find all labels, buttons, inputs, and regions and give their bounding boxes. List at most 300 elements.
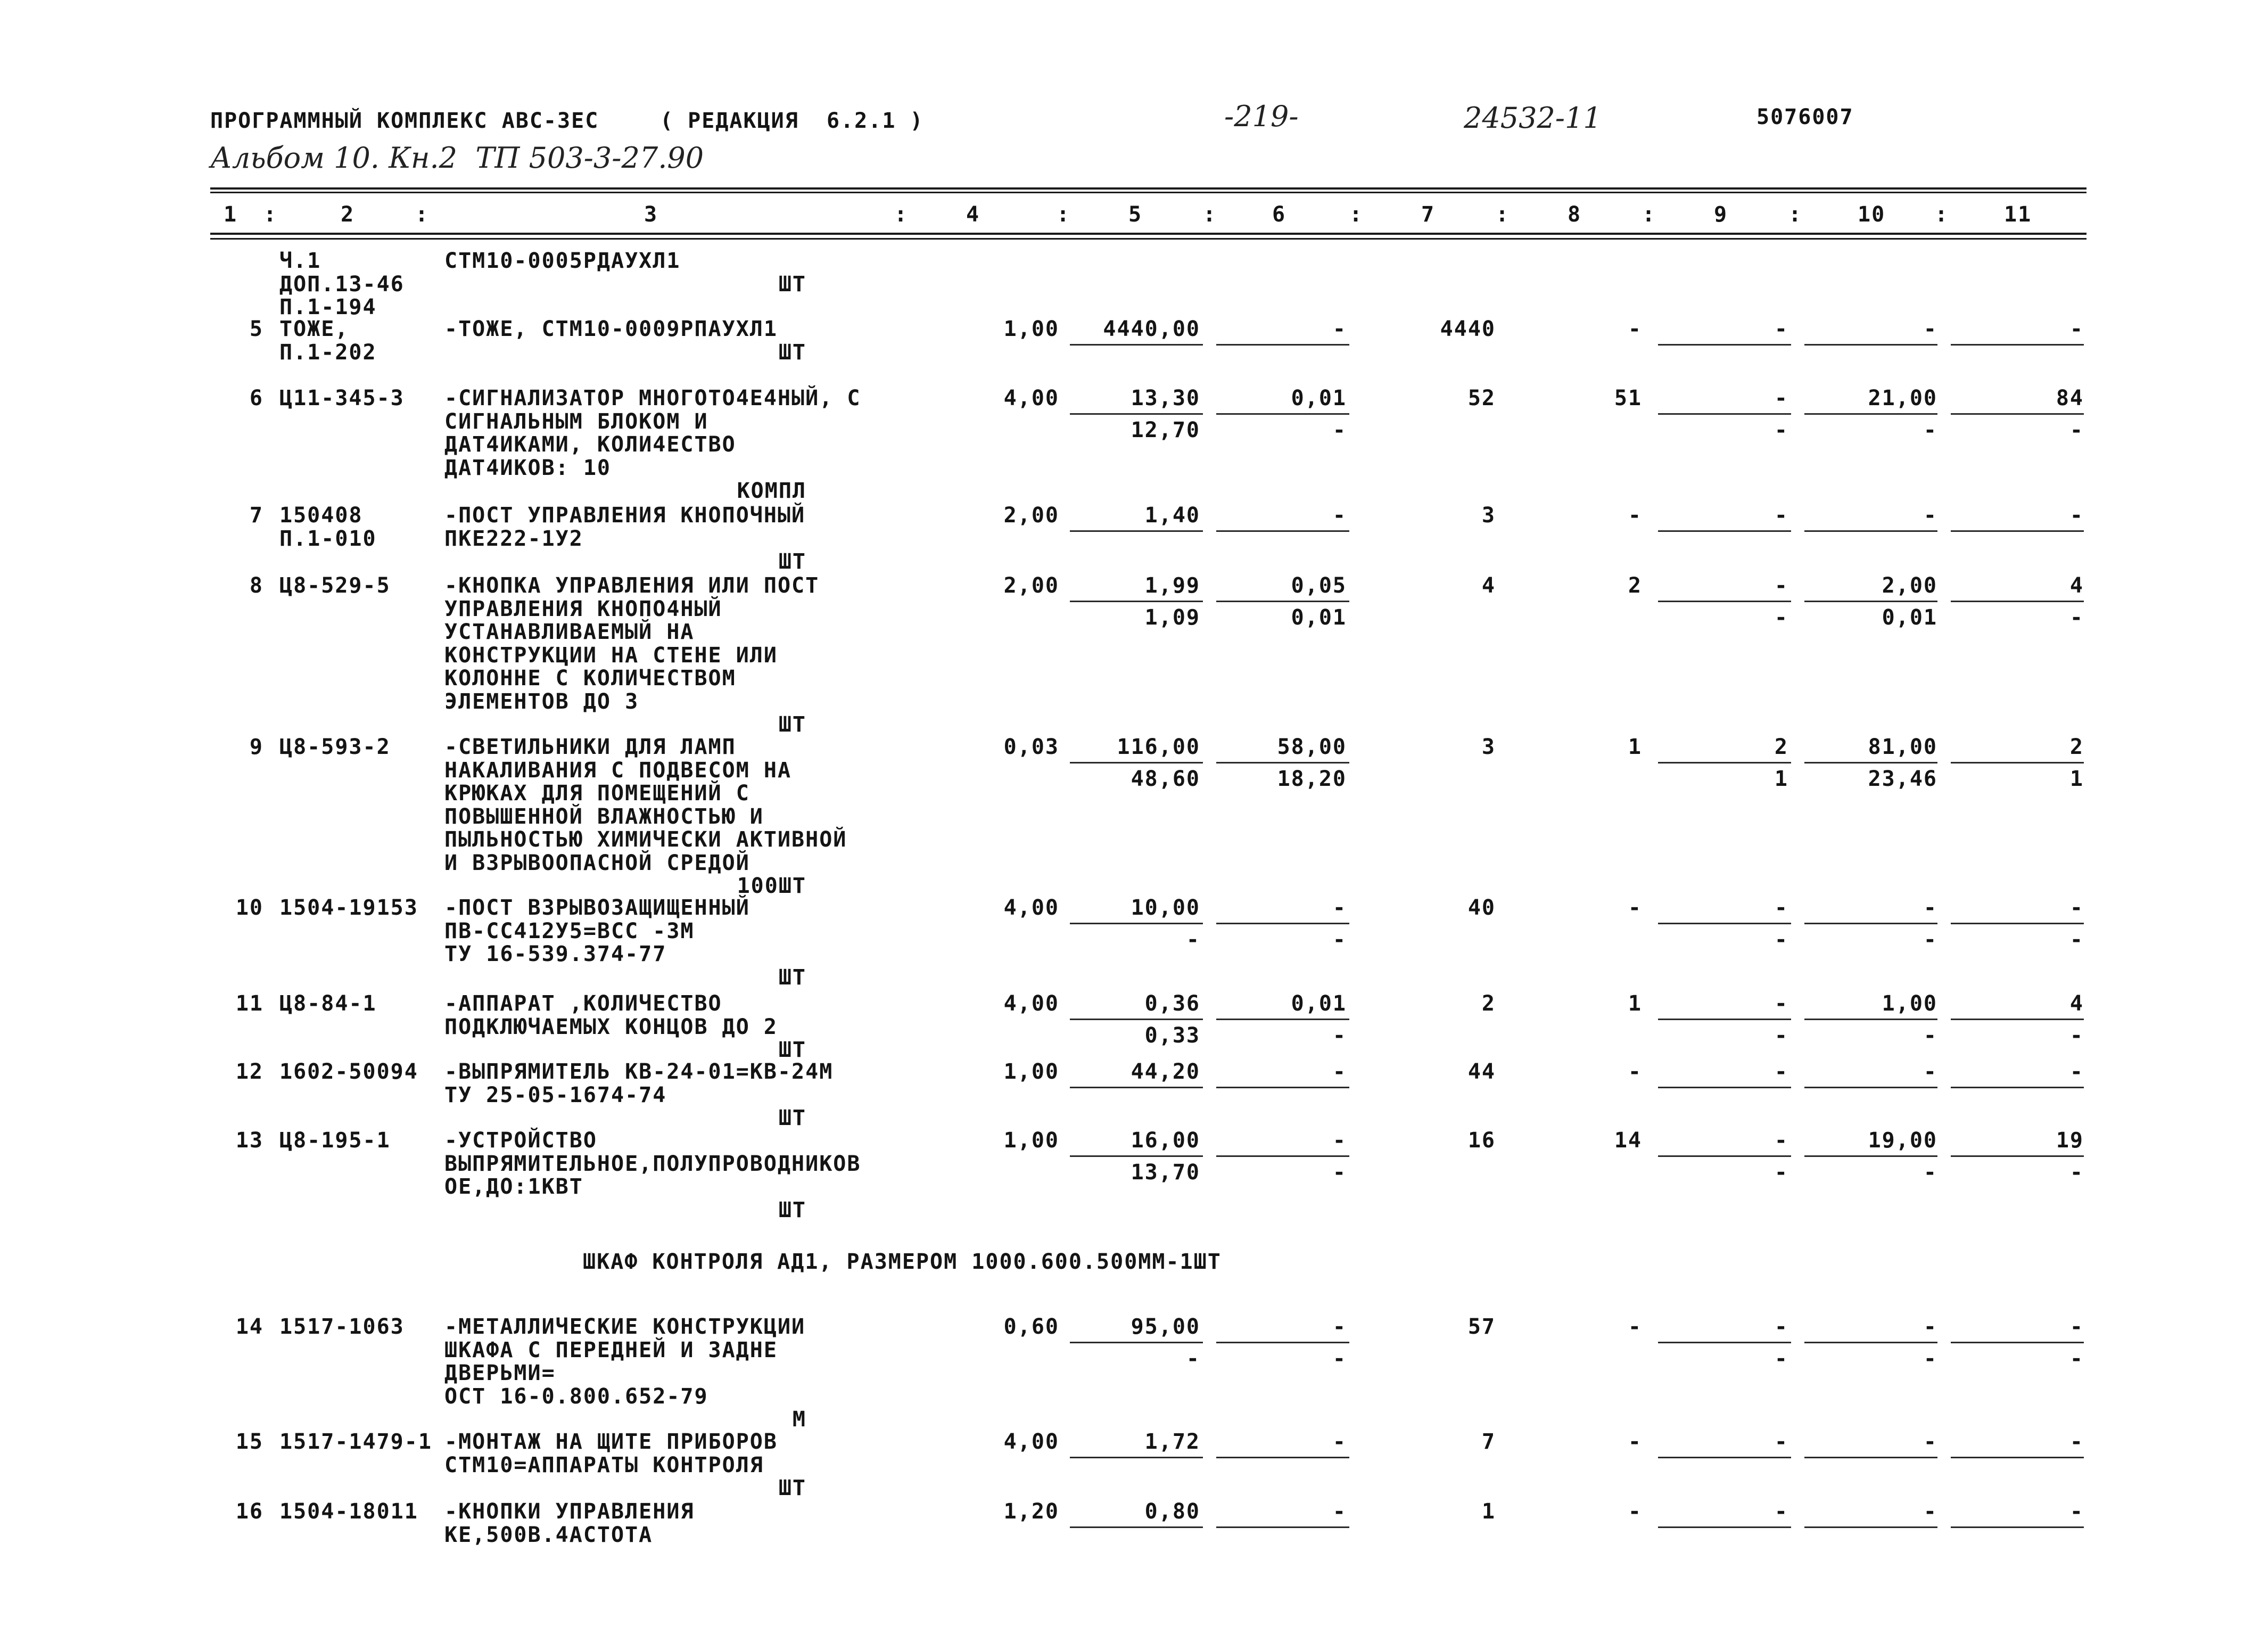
cell-c7: 3 [1481,735,1496,759]
fraction-line [1070,1087,1203,1088]
cell-c4: 4,00 [1003,896,1059,920]
cell-c9: - [1774,896,1788,920]
cell-c8: 14 [1614,1128,1642,1153]
row-name: ШКАФА С ПЕРЕДНЕЙ И ЗАДНЕ [444,1337,778,1362]
fraction-line [1804,601,1937,602]
row-unit: ШТ [778,1106,806,1130]
row-number: 10 [235,896,263,920]
col-separator: : [1496,202,1510,227]
col-header-8: 8 [1568,202,1582,227]
row-name: КОЛОННЕ С КОЛИЧЕСТВОМ [444,666,736,691]
row-code: Ц8-84-1 [279,991,377,1016]
cell-c9-second: - [1774,1347,1788,1371]
cell-c5: 95,00 [1131,1315,1200,1339]
fraction-line [1658,1155,1791,1157]
row-unit: ШТ [778,1476,806,1500]
cell-c6-second: - [1332,1160,1347,1185]
fraction-line [1951,762,2084,763]
fraction-line [1216,344,1349,346]
fraction-line [1070,923,1203,924]
cell-c7: 4440 [1440,317,1496,341]
cell-c7: 3 [1481,503,1496,528]
cell-c4: 0,60 [1003,1315,1059,1339]
row-name: ТУ 16-539.374-77 [444,942,667,966]
col-separator: : [1788,202,1803,227]
cell-c8: - [1628,1499,1642,1524]
cell-c7: 57 [1467,1315,1496,1339]
cell-c5: 44,20 [1131,1060,1200,1084]
edition-label: ( РЕДАКЦИЯ 6.2.1 ) [660,109,924,133]
cell-c9-second: - [1774,1023,1788,1048]
row-unit: ШТ [778,340,806,365]
cell-c5: 116,00 [1117,735,1200,759]
cell-c4: 0,03 [1003,735,1059,759]
fraction-line [1951,413,2084,415]
row-name: КРЮКАХ ДЛЯ ПОМЕЩЕНИЙ С [444,781,750,806]
cell-c7: 40 [1467,896,1496,920]
row-name: -КНОПКА УПРАВЛЕНИЯ ИЛИ ПОСТ [444,573,820,598]
row-code: 150408 [279,503,363,528]
col-separator: : [894,202,909,227]
cell-c10-second: 23,46 [1868,767,1937,791]
cell-c9: 2 [1774,735,1788,759]
col-header-3: 3 [644,202,658,227]
fraction-line [1216,1019,1349,1020]
col-header-9: 9 [1714,202,1728,227]
row-code: Ц11-345-3 [279,386,405,410]
cell-c6: - [1332,1430,1347,1454]
fraction-line [1951,344,2084,346]
fraction-line [1804,1526,1937,1528]
cell-c11: 4 [2069,573,2084,598]
table-top-rule [210,187,2086,190]
cell-c6: - [1332,317,1347,341]
cell-c9: - [1774,1060,1788,1084]
cell-c4: 2,00 [1003,573,1059,598]
fraction-line [1216,1457,1349,1458]
row-name: СИГНАЛЬНЫМ БЛОКОМ И [444,409,708,434]
fraction-line [1804,1457,1937,1458]
fraction-line [1216,1155,1349,1157]
cell-c11: 2 [2069,735,2084,759]
cell-c5: 13,30 [1131,386,1200,410]
row-number: 5 [249,317,263,341]
cell-c4: 2,00 [1003,503,1059,528]
cell-c10: 81,00 [1868,735,1937,759]
cell-c4: 1,20 [1003,1499,1059,1524]
cell-c5-second: 13,70 [1131,1160,1200,1185]
col-separator: : [1349,202,1364,227]
row-unit: ШТ [778,549,806,574]
col-header-11: 11 [2004,202,2032,227]
col-separator: : [1057,202,1071,227]
cell-c9: - [1774,317,1788,341]
cell-c5: 0,36 [1144,991,1200,1016]
fraction-line [1804,1342,1937,1343]
fraction-line [1216,923,1349,924]
fraction-line [1070,344,1203,346]
row-name: УСТАНАВЛИВАЕМЫЙ НА [444,620,695,644]
row-name: ПЫЛЬНОСТЬЮ ХИМИЧЕСКИ АКТИВНОЙ [444,827,847,852]
fraction-line [1658,1019,1791,1020]
fraction-line [1216,601,1349,602]
cell-c11: - [2069,1430,2084,1454]
row-unit: М [792,1407,806,1432]
col-header-10: 10 [1858,202,1886,227]
fraction-line [1804,344,1937,346]
row-name: ПОДКЛЮЧАЕМЫХ КОНЦОВ ДО 2 [444,1014,778,1039]
fraction-line [1951,1457,2084,1458]
cell-c9: - [1774,573,1788,598]
row-code: 1602-50094 [279,1060,418,1084]
row-name: -ПОСТ УПРАВЛЕНИЯ КНОПОЧНЫЙ [444,503,806,528]
cell-c11: - [2069,1499,2084,1524]
fraction-line [1804,923,1937,924]
row-code: П.1-010 [279,526,377,551]
cell-c11: 84 [2056,386,2084,410]
cell-c5: 0,80 [1144,1499,1200,1524]
fraction-line [1658,530,1791,532]
row-name: И ВЗРЫВООПАСНОЙ СРЕДОЙ [444,850,750,875]
cell-c4: 1,00 [1003,317,1059,341]
cell-c11-second: - [2069,605,2084,630]
cell-c10: 1,00 [1882,991,1937,1016]
cell-c11: - [2069,896,2084,920]
fraction-line [1070,530,1203,532]
cell-c8: - [1628,1060,1642,1084]
row-number: 14 [235,1315,263,1339]
row-name: -СВЕТИЛЬНИКИ ДЛЯ ЛАМП [444,735,736,759]
row-unit: ШТ [778,712,806,737]
cell-c11: - [2069,503,2084,528]
cell-c6-second: - [1332,1023,1347,1048]
cell-c6: 0,01 [1291,386,1347,410]
cell-c11: 4 [2069,991,2084,1016]
cell-c6: 0,01 [1291,991,1347,1016]
album-reference: Альбом 10. Кн.2 ТП 503-3-27.90 [210,141,704,175]
cell-c5-second: - [1186,927,1200,952]
col-header-1: 1 [224,202,238,227]
cell-c11-second: - [2069,1160,2084,1185]
cell-c4: 4,00 [1003,1430,1059,1454]
cell-c9: - [1774,1430,1788,1454]
row-number: 9 [249,735,263,759]
cell-c8: - [1628,503,1642,528]
fraction-line [1658,923,1791,924]
cell-c5: 10,00 [1131,896,1200,920]
cell-c10-second: - [1923,1160,1937,1185]
serial-number: 5076007 [1756,105,1854,129]
fraction-line [1658,762,1791,763]
row-code: 1504-19153 [279,896,418,920]
row-unit: ШТ [778,1038,806,1062]
cell-c10: 21,00 [1868,386,1937,410]
cell-c4: 1,00 [1003,1128,1059,1153]
cell-c9: - [1774,1499,1788,1524]
table-top-rule-2 [210,192,2086,193]
row-number: 8 [249,573,263,598]
row-name: -ПОСТ ВЗРЫВОЗАЩИЩЕННЫЙ [444,896,750,920]
row-name: ПОВЫШЕННОЙ ВЛАЖНОСТЬЮ И [444,804,764,829]
cell-c6: - [1332,1060,1347,1084]
cell-c5: 1,40 [1144,503,1200,528]
cell-c6-second: 18,20 [1277,767,1347,791]
row-code: 1517-1479-1 [279,1430,432,1454]
cell-c6-second: - [1332,927,1347,952]
fraction-line [1070,762,1203,763]
row-unit: КОМПЛ [737,479,806,503]
cell-c9: - [1774,991,1788,1016]
cell-c5-second: 48,60 [1131,767,1200,791]
cell-c7: 16 [1467,1128,1496,1153]
cell-c8: - [1628,317,1642,341]
cell-c11: - [2069,1060,2084,1084]
cell-c8: 1 [1628,735,1642,759]
cell-c4: 4,00 [1003,386,1059,410]
fraction-line [1070,601,1203,602]
fraction-line [1804,530,1937,532]
cell-c11: - [2069,1315,2084,1339]
cell-c8: 2 [1628,573,1642,598]
section-title: ШКАФ КОНТРОЛЯ АД1, РАЗМЕРОМ 1000.600.500ММ-1ШТ [583,1250,1222,1274]
row-code: Ц8-529-5 [279,573,391,598]
cell-c8: 1 [1628,991,1642,1016]
cell-c9-second: - [1774,605,1788,630]
cell-c9: - [1774,1315,1788,1339]
row-name: ОСТ 16-0.800.652-79 [444,1384,708,1409]
cell-c6: 0,05 [1291,573,1347,598]
col-separator: : [1935,202,1949,227]
fraction-line [1216,1087,1349,1088]
cell-c5-second: 1,09 [1144,605,1200,630]
fraction-line [1658,1526,1791,1528]
fraction-line [1951,1342,2084,1343]
row-name: -СИГНАЛИЗАТОР МНОГОТО4Е4НЫЙ, С [444,386,861,410]
cell-c10: - [1923,896,1937,920]
fraction-line [1804,1155,1937,1157]
row-number: 16 [235,1499,263,1524]
cell-c9: - [1774,503,1788,528]
cell-c10-second: 0,01 [1882,605,1937,630]
cell-c10-second: - [1923,927,1937,952]
cell-c6: - [1332,1128,1347,1153]
col-separator: : [1203,202,1217,227]
row-code: ДОП.13-46 [279,272,405,297]
row-name: ПВ-СС412У5=ВСС -3М [444,918,695,943]
row-name: ПКЕ222-1У2 [444,526,583,551]
fraction-line [1070,1526,1203,1528]
program-title: ПРОГРАММНЫЙ КОМПЛЕКС АВС-3ЕС [210,109,599,133]
cell-c10: 19,00 [1868,1128,1937,1153]
row-code: 1517-1063 [279,1315,405,1339]
row-unit: ШТ [778,965,806,990]
fraction-line [1658,1087,1791,1088]
cell-c6-second: - [1332,1347,1347,1371]
col-header-7: 7 [1421,202,1436,227]
cell-c5-second: 12,70 [1131,418,1200,442]
row-name: -ТОЖЕ, СТМ10-0009РПАУХЛ1 [444,317,778,341]
row-name: -МЕТАЛЛИЧЕСКИЕ КОНСТРУКЦИИ [444,1315,806,1339]
cell-c10: - [1923,1499,1937,1524]
fraction-line [1216,762,1349,763]
cell-c5: 4440,00 [1103,317,1200,341]
fraction-line [1070,1155,1203,1157]
cell-c5: 16,00 [1131,1128,1200,1153]
fraction-line [1951,1526,2084,1528]
fraction-line [1658,413,1791,415]
cell-c10: - [1923,1430,1937,1454]
fraction-line [1658,1342,1791,1343]
fraction-line [1951,923,2084,924]
row-code: Ч.1 [279,249,321,273]
cell-c8: - [1628,896,1642,920]
row-name: -ВЫПРЯМИТЕЛЬ КВ-24-01=КВ-24М [444,1060,834,1084]
cell-c7: 1 [1481,1499,1496,1524]
row-name: -УСТРОЙСТВО [444,1128,597,1153]
row-name: СТМ10-0005РДАУХЛ1 [444,249,681,273]
row-name: ВЫПРЯМИТЕЛЬНОЕ,ПОЛУПРОВОДНИКОВ [444,1151,861,1176]
cell-c11-second: - [2069,1023,2084,1048]
fraction-line [1804,1087,1937,1088]
row-code: Ц8-195-1 [279,1128,391,1153]
fraction-line [1070,1019,1203,1020]
col-separator: : [415,202,430,227]
cell-c7: 52 [1467,386,1496,410]
cell-c4: 1,00 [1003,1060,1059,1084]
doc-code: 24532-11 [1464,101,1602,135]
fraction-line [1216,530,1349,532]
cell-c11-second: - [2069,927,2084,952]
row-name: СТМ10=АППАРАТЫ КОНТРОЛЯ [444,1452,764,1477]
cell-c6-second: 0,01 [1291,605,1347,630]
cell-c9-second: - [1774,927,1788,952]
col-header-5: 5 [1128,202,1143,227]
row-unit: ШТ [778,272,806,297]
row-name: НАКАЛИВАНИЯ С ПОДВЕСОМ НА [444,758,792,783]
cell-c7: 7 [1481,1430,1496,1454]
row-name: ЭЛЕМЕНТОВ ДО 3 [444,689,639,714]
row-code: П.1-194 [279,295,377,319]
page-number: -219- [1224,100,1299,133]
cell-c10-second: - [1923,418,1937,442]
cell-c6: - [1332,896,1347,920]
cell-c10: - [1923,317,1937,341]
cell-c10-second: - [1923,1347,1937,1371]
row-name: ОЕ,ДО:1КВТ [444,1175,583,1199]
cell-c11: 19 [2056,1128,2084,1153]
fraction-line [1951,1087,2084,1088]
cell-c8: - [1628,1315,1642,1339]
row-number: 7 [249,503,263,528]
row-code: Ц8-593-2 [279,735,391,759]
cell-c7: 4 [1481,573,1496,598]
cell-c5: 1,72 [1144,1430,1200,1454]
header-bottom-rule-2 [210,238,2086,240]
cell-c11: - [2069,317,2084,341]
fraction-line [1216,413,1349,415]
col-header-2: 2 [341,202,355,227]
cell-c6-second: - [1332,418,1347,442]
cell-c5-second: 0,33 [1144,1023,1200,1048]
row-code: 1504-18011 [279,1499,418,1524]
fraction-line [1951,530,2084,532]
fraction-line [1804,1019,1937,1020]
cell-c9-second: - [1774,1160,1788,1185]
cell-c10: - [1923,1060,1937,1084]
cell-c9-second: - [1774,418,1788,442]
row-name: -КНОПКИ УПРАВЛЕНИЯ [444,1499,695,1524]
cell-c9-second: 1 [1774,767,1788,791]
row-code: П.1-202 [279,340,377,365]
cell-c4: 4,00 [1003,991,1059,1016]
header-bottom-rule [210,233,2086,235]
fraction-line [1658,1457,1791,1458]
row-number: 6 [249,386,263,410]
fraction-line [1658,344,1791,346]
cell-c6: - [1332,1499,1347,1524]
row-code: ТОЖЕ, [279,317,349,341]
cell-c10-second: - [1923,1023,1937,1048]
row-number: 12 [235,1060,263,1084]
fraction-line [1070,413,1203,415]
row-name: -МОНТАЖ НА ЩИТЕ ПРИБОРОВ [444,1430,778,1454]
fraction-line [1070,1457,1203,1458]
fraction-line [1804,762,1937,763]
row-number: 15 [235,1430,263,1454]
fraction-line [1951,1019,2084,1020]
row-name: ДВЕРЬМИ= [444,1361,556,1385]
cell-c8: 51 [1614,386,1642,410]
cell-c11-second: - [2069,1347,2084,1371]
fraction-line [1804,413,1937,415]
cell-c11-second: - [2069,418,2084,442]
col-header-6: 6 [1272,202,1286,227]
fraction-line [1951,601,2084,602]
cell-c11-second: 1 [2069,767,2084,791]
fraction-line [1658,601,1791,602]
row-number: 13 [235,1128,263,1153]
fraction-line [1216,1342,1349,1343]
row-name: КОНСТРУКЦИИ НА СТЕНЕ ИЛИ [444,643,778,668]
col-separator: : [263,202,278,227]
row-number: 11 [235,991,263,1016]
fraction-line [1951,1155,2084,1157]
fraction-line [1070,1342,1203,1343]
row-name: ДАТ4ИКАМИ, КОЛИ4ЕСТВО [444,432,736,457]
row-name: -АППАРАТ ,КОЛИЧЕСТВО [444,991,722,1016]
col-header-4: 4 [966,202,980,227]
cell-c6: - [1332,503,1347,528]
cell-c6: 58,00 [1277,735,1347,759]
cell-c7: 44 [1467,1060,1496,1084]
cell-c9: - [1774,1128,1788,1153]
row-unit: 100ШТ [737,874,806,898]
row-name: КЕ,500В.4АСТОТА [444,1522,653,1547]
cell-c10: - [1923,1315,1937,1339]
cell-c8: - [1628,1430,1642,1454]
cell-c10: - [1923,503,1937,528]
row-name: ТУ 25-05-1674-74 [444,1082,667,1107]
row-unit: ШТ [778,1197,806,1222]
col-separator: : [1642,202,1656,227]
cell-c6: - [1332,1315,1347,1339]
cell-c5: 1,99 [1144,573,1200,598]
cell-c7: 2 [1481,991,1496,1016]
row-name: УПРАВЛЕНИЯ КНОПО4НЫЙ [444,596,722,621]
row-name: ДАТ4ИКОВ: 10 [444,455,611,480]
cell-c5-second: - [1186,1347,1200,1371]
cell-c10: 2,00 [1882,573,1937,598]
